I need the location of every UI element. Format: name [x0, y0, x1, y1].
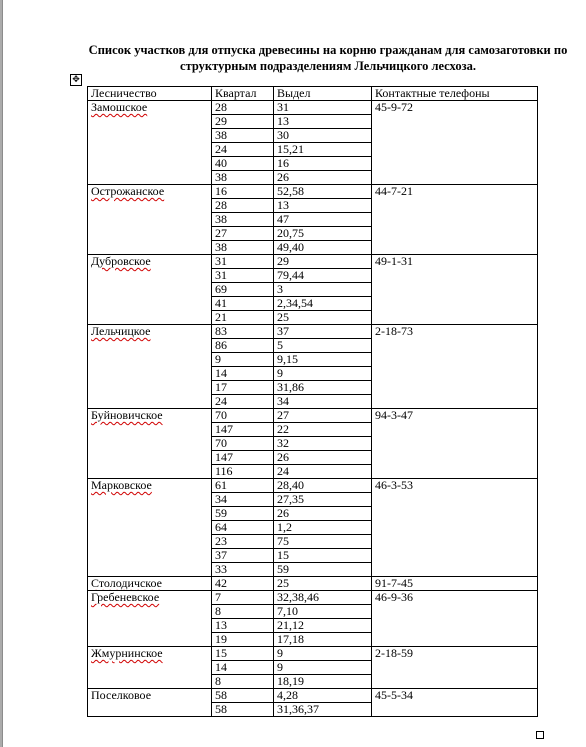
quarter-cell[interactable]: 28 [212, 101, 274, 115]
quarter-cell[interactable]: 14 [212, 661, 274, 675]
quarter-cell[interactable]: 8 [212, 675, 274, 689]
table-row [88, 325, 538, 339]
section-cell[interactable]: 31,86 [274, 381, 372, 395]
quarter-cell[interactable]: 58 [212, 689, 274, 703]
section-cell[interactable]: 2,34,54 [274, 297, 372, 311]
quarter-cell[interactable]: 58 [212, 703, 274, 717]
section-cell[interactable]: 30 [274, 129, 372, 143]
forestry-name-cell[interactable] [88, 647, 212, 689]
quarter-cell[interactable]: 13 [212, 619, 274, 633]
phone-cell[interactable]: 91-7-45 [372, 577, 538, 591]
table-row [88, 409, 538, 423]
section-cell[interactable]: 21,12 [274, 619, 372, 633]
quarter-cell[interactable]: 37 [212, 549, 274, 563]
section-cell[interactable]: 49,40 [274, 241, 372, 255]
table-move-handle-icon[interactable]: ✥ [70, 74, 82, 86]
section-cell[interactable]: 59 [274, 563, 372, 577]
section-cell[interactable]: 29 [274, 255, 372, 269]
quarter-cell[interactable]: 38 [212, 241, 274, 255]
quarter-cell[interactable]: 70 [212, 409, 274, 423]
table-row [88, 101, 538, 115]
quarter-cell[interactable]: 33 [212, 563, 274, 577]
section-cell[interactable]: 27 [274, 409, 372, 423]
table-row [88, 577, 538, 591]
section-cell[interactable]: 28,40 [274, 479, 372, 493]
quarter-cell[interactable]: 64 [212, 521, 274, 535]
forestry-name: Марковское [91, 478, 152, 492]
forestry-name: Поселковое [91, 688, 152, 702]
table-row [88, 647, 538, 661]
section-cell[interactable]: 15 [274, 549, 372, 563]
quarter-cell[interactable]: 21 [212, 311, 274, 325]
quarter-cell[interactable]: 17 [212, 381, 274, 395]
quarter-cell[interactable]: 147 [212, 451, 274, 465]
section-cell[interactable]: 79,44 [274, 269, 372, 283]
quarter-cell[interactable]: 14 [212, 367, 274, 381]
table-row [88, 689, 538, 703]
section-cell[interactable]: 18,19 [274, 675, 372, 689]
table-row [88, 255, 538, 269]
quarter-cell[interactable]: 24 [212, 143, 274, 157]
section-cell[interactable]: 26 [274, 451, 372, 465]
section-cell[interactable]: 22 [274, 423, 372, 437]
phone-cell[interactable]: 46-3-53 [372, 479, 538, 577]
phone-cell[interactable]: 45-5-34 [372, 689, 538, 717]
section-cell[interactable]: 25 [274, 311, 372, 325]
forestry-name: Лельчицкое [91, 324, 151, 338]
quarter-cell[interactable]: 147 [212, 423, 274, 437]
quarter-cell[interactable]: 15 [212, 647, 274, 661]
forestry-name: Острожанское [91, 184, 165, 198]
header-cell-forestry[interactable]: Лесничество [88, 87, 212, 101]
section-cell[interactable]: 26 [274, 171, 372, 185]
quarter-cell[interactable]: 86 [212, 339, 274, 353]
phone-cell[interactable]: 49-1-31 [372, 255, 538, 325]
section-cell[interactable]: 7,10 [274, 605, 372, 619]
forestry-table[interactable] [87, 86, 538, 717]
quarter-cell[interactable]: 24 [212, 395, 274, 409]
section-cell[interactable]: 15,21 [274, 143, 372, 157]
table-row [88, 479, 538, 493]
forestry-name-cell[interactable] [88, 325, 212, 409]
section-cell[interactable]: 17,18 [274, 633, 372, 647]
quarter-cell[interactable]: 31 [212, 269, 274, 283]
quarter-cell[interactable]: 28 [212, 199, 274, 213]
quarter-cell[interactable]: 41 [212, 297, 274, 311]
forestry-name-cell[interactable] [88, 577, 212, 591]
section-cell[interactable]: 13 [274, 199, 372, 213]
forestry-name-cell[interactable] [88, 185, 212, 255]
forestry-name-cell[interactable] [88, 479, 212, 577]
quarter-cell[interactable]: 19 [212, 633, 274, 647]
quarter-cell[interactable]: 38 [212, 213, 274, 227]
quarter-cell[interactable]: 27 [212, 227, 274, 241]
quarter-cell[interactable]: 83 [212, 325, 274, 339]
section-cell[interactable]: 31 [274, 101, 372, 115]
document-title: Список участков для отпуска древесины на корню гражданам для самозаготовки по структурным подразделениям Лельчицкого лесхоза. [88, 43, 568, 73]
forestry-name: Жмурнинское [91, 646, 163, 660]
section-cell[interactable]: 32 [274, 437, 372, 451]
forestry-name-cell[interactable] [88, 409, 212, 479]
phone-cell[interactable]: 45-9-72 [372, 101, 538, 185]
quarter-cell[interactable]: 38 [212, 129, 274, 143]
table-row [88, 591, 538, 605]
section-cell[interactable]: 13 [274, 115, 372, 129]
phone-cell[interactable]: 2-18-73 [372, 325, 538, 409]
phone-cell[interactable]: 46-9-36 [372, 591, 538, 647]
section-cell[interactable]: 37 [274, 325, 372, 339]
quarter-cell[interactable]: 70 [212, 437, 274, 451]
table-row [88, 185, 538, 199]
section-cell[interactable]: 75 [274, 535, 372, 549]
quarter-cell[interactable]: 31 [212, 255, 274, 269]
section-cell[interactable]: 3 [274, 283, 372, 297]
section-cell[interactable]: 25 [274, 577, 372, 591]
table-body [88, 101, 538, 717]
document-page[interactable] [2, 0, 586, 747]
section-cell[interactable]: 26 [274, 507, 372, 521]
phone-cell[interactable]: 2-18-59 [372, 647, 538, 689]
table-header-row [88, 87, 538, 101]
quarter-cell[interactable]: 7 [212, 591, 274, 605]
header-cell-section[interactable]: Выдел [274, 87, 372, 101]
forestry-name-cell[interactable] [88, 689, 212, 717]
section-cell[interactable]: 16 [274, 157, 372, 171]
phone-cell[interactable]: 94-3-47 [372, 409, 538, 479]
table-resize-handle-icon[interactable] [536, 731, 544, 739]
section-cell[interactable]: 9 [274, 661, 372, 675]
section-cell[interactable]: 31,36,37 [274, 703, 372, 717]
forestry-name: Гребеневское [91, 590, 160, 604]
forestry-name: Буйновичское [91, 408, 163, 422]
quarter-cell[interactable]: 23 [212, 535, 274, 549]
forestry-name-cell[interactable] [88, 101, 212, 185]
forestry-name: Дубровское [91, 254, 151, 268]
quarter-cell[interactable]: 8 [212, 605, 274, 619]
quarter-cell[interactable]: 116 [212, 465, 274, 479]
forestry-name: Замошское [91, 100, 148, 114]
forestry-name: Столодичское [91, 576, 162, 590]
header-cell-phone[interactable]: Контактные телефоны [372, 87, 538, 101]
forestry-name-cell[interactable] [88, 255, 212, 325]
header-cell-quarter[interactable]: Квартал [212, 87, 274, 101]
section-cell[interactable]: 34 [274, 395, 372, 409]
section-cell[interactable]: 4,28 [274, 689, 372, 703]
section-cell[interactable]: 9,15 [274, 353, 372, 367]
quarter-cell[interactable]: 38 [212, 171, 274, 185]
quarter-cell[interactable]: 16 [212, 185, 274, 199]
quarter-cell[interactable]: 59 [212, 507, 274, 521]
phone-cell[interactable]: 44-7-21 [372, 185, 538, 255]
quarter-cell[interactable]: 69 [212, 283, 274, 297]
section-cell[interactable]: 27,35 [274, 493, 372, 507]
section-cell[interactable]: 52,58 [274, 185, 372, 199]
section-cell[interactable]: 32,38,46 [274, 591, 372, 605]
section-cell[interactable]: 20,75 [274, 227, 372, 241]
section-cell[interactable]: 9 [274, 647, 372, 661]
quarter-cell[interactable]: 40 [212, 157, 274, 171]
section-cell[interactable]: 1,2 [274, 521, 372, 535]
forestry-name-cell[interactable] [88, 591, 212, 647]
section-cell[interactable]: 5 [274, 339, 372, 353]
section-cell[interactable]: 47 [274, 213, 372, 227]
quarter-cell[interactable]: 34 [212, 493, 274, 507]
quarter-cell[interactable]: 61 [212, 479, 274, 493]
section-cell[interactable]: 24 [274, 465, 372, 479]
section-cell[interactable]: 9 [274, 367, 372, 381]
quarter-cell[interactable]: 9 [212, 353, 274, 367]
quarter-cell[interactable]: 29 [212, 115, 274, 129]
quarter-cell[interactable]: 42 [212, 577, 274, 591]
